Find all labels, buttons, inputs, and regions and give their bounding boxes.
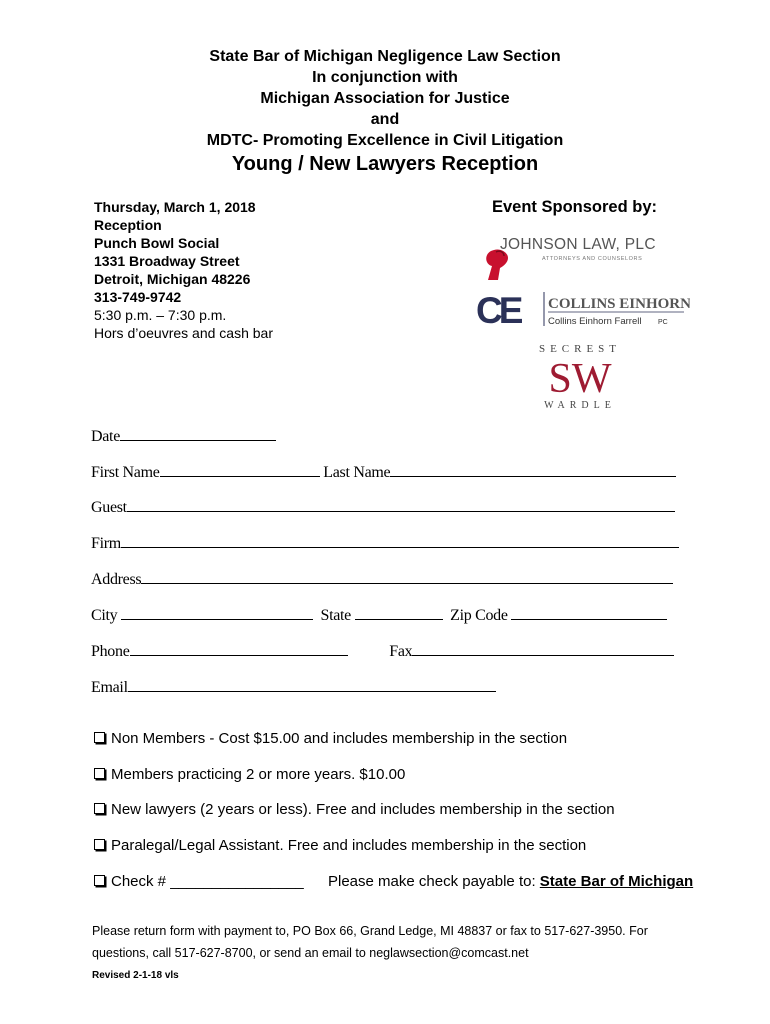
- paralegal-checkbox[interactable]: [94, 839, 105, 850]
- state-field[interactable]: [355, 604, 443, 620]
- check-number-field[interactable]: ________________: [170, 873, 304, 890]
- event-venue: Punch Bowl Social: [94, 235, 220, 251]
- phone-row: [91, 640, 674, 661]
- header-line-2: In conjunction with: [312, 69, 458, 86]
- collins-name: COLLINS EINHORN: [548, 296, 690, 312]
- address-field[interactable]: [141, 568, 673, 584]
- guest-field[interactable]: [127, 496, 675, 512]
- footer-line-1: Please return form with payment to, PO Box 66, Grand Ledge, MI 48837 or fax to 517-627-3950. For: [92, 924, 648, 938]
- fax-field[interactable]: [412, 640, 674, 656]
- firm-field[interactable]: [121, 532, 679, 548]
- boxing-glove-icon: [486, 249, 508, 280]
- new-lawyers-checkbox[interactable]: [94, 803, 105, 814]
- firm-label: Firm: [91, 535, 121, 552]
- last-name-field[interactable]: [390, 461, 676, 477]
- email-field[interactable]: [128, 676, 496, 692]
- address-row: [91, 568, 673, 589]
- event-type: Reception: [94, 217, 162, 233]
- payable-note: [328, 873, 693, 890]
- page-title: Young / New Lawyers Reception: [231, 153, 539, 175]
- secrest-mark: SW: [548, 356, 612, 402]
- paralegal-label: Paralegal/Legal Assistant. Free and includes membership in the section: [111, 837, 587, 854]
- event-date: Thursday, March 1, 2018: [94, 199, 256, 215]
- collins-suffix: PC: [658, 319, 668, 326]
- new-lawyers-label: New lawyers (2 years or less). Free and includes membership in the section: [111, 801, 615, 818]
- header-line-4: and: [370, 111, 400, 128]
- secrest-top: SECREST: [538, 343, 622, 355]
- option-check: [94, 873, 304, 890]
- phone-field[interactable]: [130, 640, 348, 656]
- zip-field[interactable]: [511, 604, 667, 620]
- johnson-name: JOHNSON LAW, PLC: [500, 236, 656, 253]
- sponsor-heading: Event Sponsored by:: [492, 198, 658, 216]
- date-label: Date: [91, 428, 121, 445]
- collins-einhorn-logo: [476, 290, 690, 330]
- members-checkbox[interactable]: [94, 768, 105, 779]
- footer-line-2: questions, call 517-627-8700, or send an email to neglawsection@comcast.net: [92, 946, 529, 960]
- johnson-law-logo: [470, 228, 692, 288]
- header-line-5: MDTC- Promoting Excellence in Civil Litigation: [206, 132, 564, 149]
- date-row: [91, 425, 276, 446]
- collins-mark: CE: [476, 290, 520, 330]
- secrest-bottom: WARDLE: [544, 400, 616, 411]
- phone-label: Phone: [91, 643, 130, 660]
- secrest-wardle-logo: [510, 338, 650, 416]
- event-city: Detroit, Michigan 48226: [94, 271, 251, 287]
- city-field[interactable]: [121, 604, 313, 620]
- last-name-label: Last Name: [323, 464, 391, 481]
- guest-label: Guest: [91, 499, 127, 516]
- event-phone: 313-749-9742: [94, 289, 182, 305]
- members-label: Members practicing 2 or more years. $10.00: [111, 766, 406, 783]
- firm-row: [91, 532, 679, 553]
- non-members-checkbox[interactable]: [94, 732, 105, 743]
- event-time: 5:30 p.m. – 7:30 p.m.: [94, 307, 227, 323]
- header-line-3: Michigan Association for Justice: [260, 90, 510, 107]
- header-line-1: State Bar of Michigan Negligence Law Section: [209, 48, 561, 65]
- city-row: [91, 604, 667, 625]
- event-extras: Hors d’oeuvres and cash bar: [94, 325, 273, 341]
- date-field[interactable]: [120, 425, 276, 441]
- state-label: State: [320, 607, 351, 624]
- collins-sub: Collins Einhorn Farrell: [548, 316, 642, 327]
- revised-note: Revised 2-1-18 vls: [92, 970, 179, 981]
- option-non-members: [94, 730, 567, 747]
- payable-text: Please make check payable to:: [328, 873, 540, 890]
- johnson-tagline: ATTORNEYS AND COUNSELORS: [542, 256, 643, 262]
- option-members: [94, 766, 405, 783]
- option-paralegal: [94, 837, 586, 854]
- city-label: City: [91, 607, 118, 624]
- address-label: Address: [91, 571, 142, 588]
- zip-label: Zip Code: [450, 607, 508, 624]
- email-label: Email: [91, 679, 128, 696]
- fax-label: Fax: [389, 643, 413, 660]
- guest-row: [91, 496, 675, 517]
- non-members-label: Non Members - Cost $15.00 and includes membership in the section: [111, 730, 568, 747]
- email-row: [91, 676, 496, 697]
- first-name-label: First Name: [91, 464, 160, 481]
- payee-name: State Bar of Michigan: [539, 873, 694, 890]
- check-label: Check #: [111, 873, 171, 890]
- name-row: [91, 461, 676, 482]
- event-street: 1331 Broadway Street: [94, 253, 240, 269]
- check-checkbox[interactable]: [94, 875, 105, 886]
- first-name-field[interactable]: [160, 461, 320, 477]
- option-new-lawyers: [94, 801, 615, 818]
